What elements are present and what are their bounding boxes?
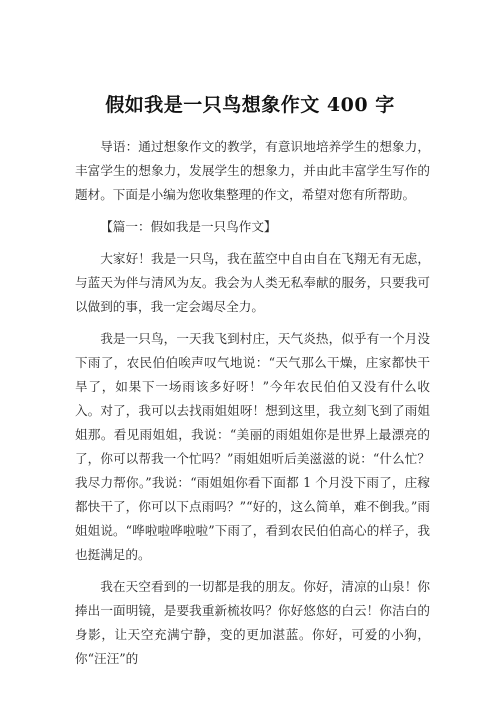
section-heading: 【篇一：假如我是一只鸟作文】 <box>100 219 277 234</box>
body-paragraph: 大家好！我是一只鸟，我在蓝空中自由自在飞翔无有无虑，与蓝天为伴与清风为友。我会为人类无私奉献的服务，只要我可以做到的事，我一定会竭尽全力。 <box>75 251 430 314</box>
intro-paragraph: 导语：通过想象作文的教学，有意识地培养学生的想象力，丰富学生的想象力，发展学生的想象力，并由此丰富学生写作的题材。下面是小编为您收集整理的作文，希望对您有所帮助。 <box>75 139 430 202</box>
document-title: 假如我是一只鸟想象作文 400 字 <box>105 94 395 116</box>
document-body <box>75 135 430 679</box>
body-paragraph: 我在天空看到的一切都是我的朋友。你好，清凉的山泉！你捧出一面明镜，是要我重新梳妆吗？你好悠悠的白云！你洁白的身影，让天空充满宁静，变的更加湛蓝。你好，可爱的小狗，你“汪汪”的 <box>75 579 430 666</box>
body-paragraph: 我是一只鸟，一天我飞到村庄，天气炎热，似乎有一个月没下雨了，农民伯伯唉声叹气地说：“天气那么干燥，庄家都快干旱了，如果下一场雨该多好呀！”今年农民伯伯又没有什么收入。对了，我可以去找雨姐姐呀！想到这里，我立刻飞到了雨姐姐那。看见雨姐姐，我说：“美丽的雨姐姐你是世界上最漂亮的了，你可以帮我一个忙吗？”雨姐姐听后美滋滋的说：“什么忙？我尽力帮你。”我说：“雨姐姐你看下面都 1 个月没下雨了，庄稼都快干了，你可以下点雨吗？”“好的，这么简单，难不倒我。”雨姐姐说。“哗啦啦哗啦啦”下雨了，看到农民伯伯高心的样子，我也挺满足的。 <box>75 331 430 562</box>
